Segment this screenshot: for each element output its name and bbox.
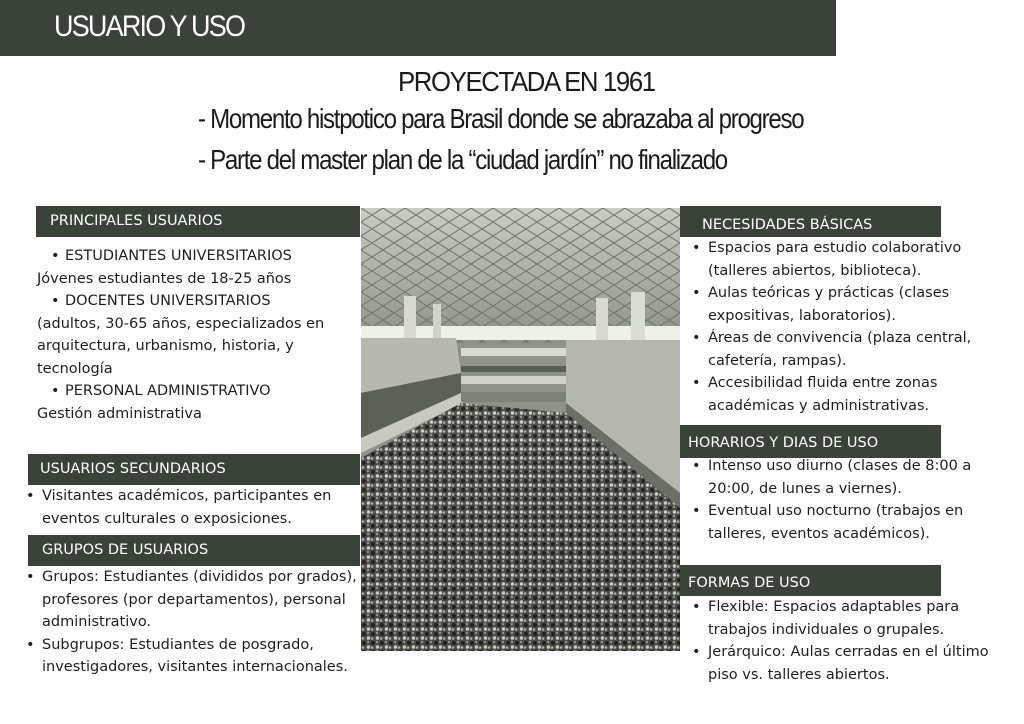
principales-group-2-desc: (adultos, 30-65 años, especializados en arquitectura, urbanismo, historia, y tecnología xyxy=(37,315,325,377)
necesidades-item-3: • Áreas de convivencia (plaza central, cafetería, rampas). xyxy=(688,327,993,372)
necesidades-item-4: • Accesibilidad fluida entre zonas académicas y administrativas. xyxy=(688,372,993,417)
principales-group-3-desc: Gestión administrativa xyxy=(37,405,202,422)
horarios-list xyxy=(688,455,993,545)
grupos-item-2: • Subgrupos: Estudiantes de posgrado, investigadores, visitantes internacionales. xyxy=(22,634,367,679)
secundarios-list xyxy=(22,485,360,530)
formas-heading xyxy=(680,565,941,596)
grupos-heading xyxy=(28,535,360,566)
principales-group-3-label: • PERSONAL ADMINISTRATIVO xyxy=(37,380,359,403)
intro-line-2: - Parte del master plan de la “ciudad jardín” no finalizado xyxy=(198,144,727,175)
grupos-heading-label: GRUPOS DE USUARIOS xyxy=(42,542,209,559)
page-title: USUARIO Y USO xyxy=(54,10,245,43)
intro-title: PROYECTADA EN 1961 xyxy=(398,66,655,97)
secundarios-item-1: • Visitantes académicos, participantes en eventos culturales o exposiciones. xyxy=(22,485,360,530)
necesidades-item-2: • Aulas teóricas y prácticas (clases expositivas, laboratorios). xyxy=(688,282,993,327)
principales-group-2-label: • DOCENTES UNIVERSITARIOS xyxy=(37,290,359,313)
principales-list xyxy=(37,245,359,425)
secundarios-heading xyxy=(28,454,360,485)
grupos-item-1: • Grupos: Estudiantes (divididos por grados), profesores (por departamentos), personal administrativo. xyxy=(22,566,367,634)
intro-line-1: - Momento histpotico para Brasil donde se abrazaba al progreso xyxy=(198,103,804,134)
horarios-heading xyxy=(680,425,941,458)
principales-group-1-desc: Jóvenes estudiantes de 18-25 años xyxy=(37,270,292,287)
necesidades-heading-label: NECESIDADES BÁSICAS xyxy=(702,217,873,234)
horarios-item-1: • Intenso uso diurno (clases de 8:00 a 20:00, de lunes a viernes). xyxy=(688,455,993,500)
principales-group-1-label: • ESTUDIANTES UNIVERSITARIOS xyxy=(37,245,359,268)
building-photo xyxy=(361,208,680,651)
horarios-heading-label: HORARIOS Y DIAS DE USO xyxy=(688,435,879,452)
formas-list xyxy=(688,596,1006,686)
necesidades-item-1: • Espacios para estudio colaborativo (talleres abiertos, biblioteca). xyxy=(688,237,993,282)
secundarios-heading-label: USUARIOS SECUNDARIOS xyxy=(40,461,226,478)
horarios-item-2: • Eventual uso nocturno (trabajos en talleres, eventos académicos). xyxy=(688,500,993,545)
formas-item-2: • Jerárquico: Aulas cerradas en el último piso vs. talleres abiertos. xyxy=(688,641,1006,686)
formas-item-1: • Flexible: Espacios adaptables para trabajos individuales o grupales. xyxy=(688,596,1006,641)
necesidades-list xyxy=(688,237,993,417)
header-bar xyxy=(0,0,836,56)
grupos-list xyxy=(22,566,367,679)
principales-heading-label: PRINCIPALES USUARIOS xyxy=(50,213,223,230)
necesidades-heading xyxy=(680,206,941,237)
formas-heading-label: FORMAS DE USO xyxy=(688,575,811,592)
principales-heading xyxy=(36,206,360,237)
